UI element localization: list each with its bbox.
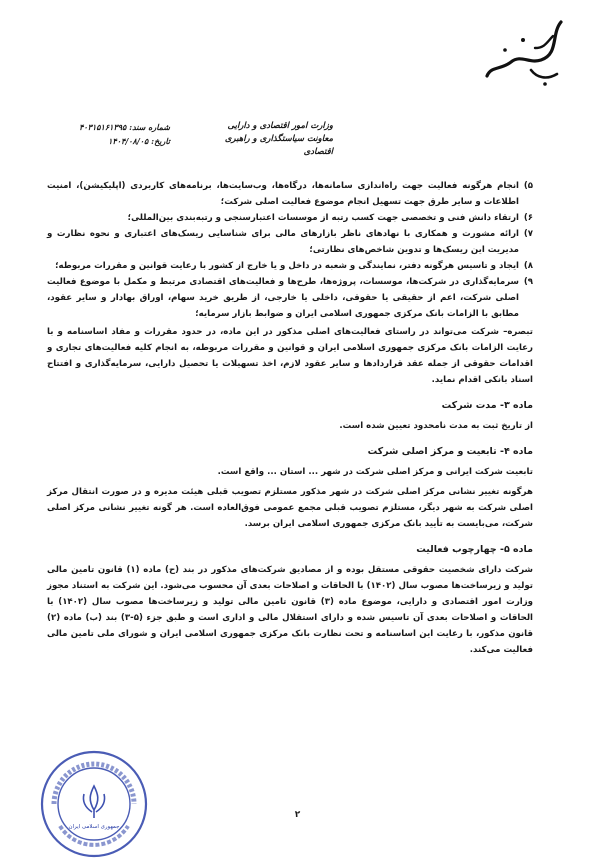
ministry-name: وزارت امور اقتصادی و دارایی (227, 121, 333, 131)
page-number: ۲ (294, 810, 301, 820)
list-item (47, 226, 533, 258)
letter-meta (40, 120, 170, 148)
item-text: ارتقاء دانش فنی و تخصصی جهت کسب رتبه از موسسات اعتبارسنجی و رتبه‌بندی بین‌المللی؛ (127, 213, 519, 223)
section-heading: ماده ۵- چهارچوب فعالیت (416, 544, 533, 555)
item-number: ۵) (523, 181, 533, 191)
section-paragraph: تابعیت شرکت ایرانی و مرکز اصلی شرکت در شهر ... استان ... واقع است. (217, 467, 533, 477)
list-item (47, 274, 533, 322)
letter-date: تاریخ: ۱۴۰۴/۰۸/۰۵ (108, 136, 170, 146)
ministry-block (215, 120, 333, 159)
list-item (47, 258, 533, 274)
list-item (47, 178, 533, 210)
deputy-name: معاونت سیاستگذاری و راهبری اقتصادی (224, 134, 333, 157)
section-heading: ماده ۳- مدت شرکت (441, 400, 533, 411)
note-label: تبصره– (503, 327, 533, 337)
item-number: ۷) (523, 229, 533, 239)
section-paragraph: شرکت دارای شخصیت حقوقی مستقل بوده و از مصادیق شرکت‌های مذکور در بند (ح) ماده (۱) قانون تامین مالی تولید و زیرساخت‌ها مصوب سال (۱۴۰۲) با الحاقات و اصلاحات بعدی آن محسوب می‌شود. این شرکت به استناد مجوز وزارت امور اقتصادی و دارایی، موضوع ماده (۳) قانون تامین مالی تولید و زیرساخت‌ها مصوب سال (۱۴۰۲) با الحاقات و اصلاحات بعدی آن تاسیس شده و دارای استقلال مالی و اداری است و طبق جزء (۵-۳) بند (ب) ماده (۲) قانون مذکور، با رعایت این اساسنامه و تحت نظارت بانک مرکزی جمهوری اسلامی ایران و شورای ملی تامین مالی فعالیت می‌کند. (47, 565, 533, 655)
organization-logo (481, 14, 571, 94)
item-number: ۶) (523, 213, 533, 223)
item-number: ۸) (523, 261, 533, 271)
item-text: ارائه مشورت و همکاری با نهادهای ناظر بازارهای مالی برای شناسایی ریسک‌های اعتباری و نحوه نظارت و مدیریت این ریسک‌ها و تدوین شاخص‌های نظارتی؛ (47, 229, 519, 255)
note-paragraph (47, 324, 533, 388)
note-text: شرکت می‌تواند در راستای فعالیت‌های اصلی مذکور در این ماده، در حدود مقررات و مفاد اساسنامه و با رعایت الزامات بانک مرکزی جمهوری اسلامی ایران و قوانین و مقررات مربوطه، به انجام کلیه فعالیت‌های تجاری و اقدامات حقوقی از جمله عقد قراردادها و سایر عقود لازم، اخذ تسهیلات یا تحصیل دارایی، سرمایه‌گذاری و افتتاح اسناد بانکی اقدام نماید. (47, 327, 533, 385)
section-paragraph: هرگونه تغییر نشانی مرکز اصلی شرکت در شهر مذکور مستلزم تصویب قبلی هیئت مدیره و در صورت انتقال مرکز اصلی شرکت به شهر دیگر، مستلزم تصویب قبلی مجمع عمومی فوق‌العاده است. هر گونه تغییر نشانی مرکز اصلی شرکت، می‌بایست به تأیید بانک مرکزی جمهوری اسلامی ایران برسد. (47, 487, 533, 529)
section-paragraph: از تاریخ ثبت به مدت نامحدود تعیین شده است. (339, 421, 533, 431)
section-heading: ماده ۴- تابعیت و مرکز اصلی شرکت (367, 446, 533, 457)
item-text: انجام هرگونه فعالیت جهت راه‌اندازی سامانه‌ها، درگاه‌ها، وب‌سایت‌ها، برنامه‌های کاربردی (اپلیکیشن)، امنیت اطلاعات و سایر طرق جهت تسهیل انجام موضوع فعالیت اصلی شرکت؛ (47, 181, 519, 207)
document-body (47, 178, 533, 662)
item-number: ۹) (523, 277, 533, 287)
letter-number: شماره سند: ۴۰۳۱۵۱۶۱۳۹۵ (79, 122, 170, 132)
item-text: ایجاد و تاسیس هرگونه دفتر، نمایندگی و شعبه در داخل و یا خارج از کشور با رعایت قوانین و مقررات مربوطه؛ (55, 261, 519, 271)
list-item (47, 210, 533, 226)
stamp-center-text: جمهوری اسلامی ایران (68, 824, 120, 830)
official-stamp (38, 748, 150, 860)
item-text: سرمایه‌گذاری در شرکت‌ها، موسسات، پروژه‌ها، طرح‌ها و فعالیت‌های اقتصادی مرتبط و مکمل با موضوع فعالیت اصلی شرکت، اعم از حقیقی یا حقوقی، داخلی یا خارجی، از طریق خرید سهام، اوراق بهادار و سایر عقود، مطابق با الزامات بانک مرکزی جمهوری اسلامی ایران و ضوابط بازار سرمایه؛ (47, 277, 519, 319)
